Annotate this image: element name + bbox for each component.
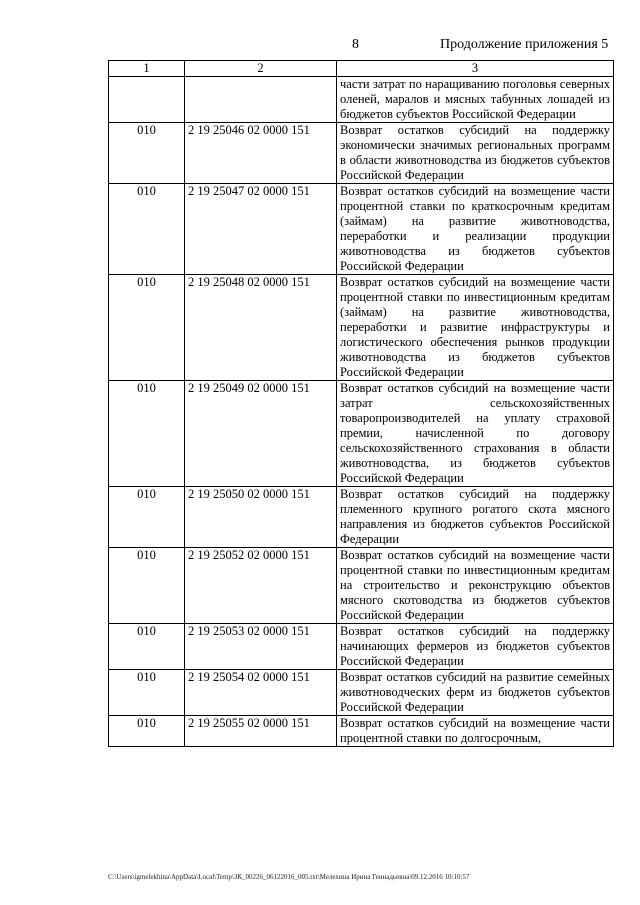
description-cell: Возврат остатков субсидий на поддержку племенного крупного рогатого скота мясного направления из бюджетов субъектов Российской Федерации xyxy=(337,487,614,548)
table-row xyxy=(109,275,614,381)
description-cell: Возврат остатков субсидий на поддержку начинающих фермеров из бюджетов субъектов Российской Федерации xyxy=(337,624,614,670)
kbk-code-cell: 2 19 25048 02 0000 151 xyxy=(185,275,337,381)
admin-code-cell: 010 xyxy=(109,670,185,716)
kbk-code-cell: 2 19 25052 02 0000 151 xyxy=(185,548,337,624)
admin-code-cell: 010 xyxy=(109,275,185,381)
admin-code-cell xyxy=(109,77,185,123)
budget-codes-table xyxy=(108,60,614,747)
description-cell: Возврат остатков субсидий на возмещение части процентной ставки по инвестиционным кредитам на строительство и реконструкцию объектов мясного скотоводства из бюджетов субъектов Российской Федерации xyxy=(337,548,614,624)
admin-code-cell: 010 xyxy=(109,123,185,184)
kbk-code-cell: 2 19 25055 02 0000 151 xyxy=(185,716,337,747)
description-cell: Возврат остатков субсидий на поддержку экономически значимых региональных программ в области животноводства из бюджетов субъектов Российской Федерации xyxy=(337,123,614,184)
kbk-code-cell: 2 19 25047 02 0000 151 xyxy=(185,184,337,275)
table-row xyxy=(109,184,614,275)
table-row xyxy=(109,548,614,624)
description-cell: Возврат остатков субсидий на развитие семейных животноводческих ферм из бюджетов субъектов Российской Федерации xyxy=(337,670,614,716)
admin-code-cell: 010 xyxy=(109,548,185,624)
kbk-code-cell: 2 19 25049 02 0000 151 xyxy=(185,381,337,487)
kbk-code-cell: 2 19 25046 02 0000 151 xyxy=(185,123,337,184)
table-row xyxy=(109,77,614,123)
table-row xyxy=(109,716,614,747)
table-row xyxy=(109,670,614,716)
admin-code-cell: 010 xyxy=(109,716,185,747)
table-header-row xyxy=(109,61,614,77)
table-row xyxy=(109,381,614,487)
kbk-code-cell xyxy=(185,77,337,123)
column-header-3: 3 xyxy=(337,61,614,77)
table-row xyxy=(109,624,614,670)
file-path-footer: C:\Users\igmelekhina\AppData\Local\Temp\ЗК_00226_06122016_005.txt\Мелехина Ирина Геннадьевна\09.12.2016 10:10:57 xyxy=(108,873,470,881)
description-cell: Возврат остатков субсидий на возмещение части процентной ставки по краткосрочным кредитам (займам) на развитие животноводства, переработки и реализации продукции животноводства из бюджетов субъектов Российской Федерации xyxy=(337,184,614,275)
description-cell: части затрат по наращиванию поголовья северных оленей, маралов и мясных табунных лошадей из бюджетов субъектов Российской Федерации xyxy=(337,77,614,123)
table-row xyxy=(109,123,614,184)
description-cell: Возврат остатков субсидий на возмещение части затрат сельскохозяйственных товаропроизводителей на уплату страховой премии, начисленной по договору сельскохозяйственного страхования в области животноводства, из бюджетов субъектов Российской Федерации xyxy=(337,381,614,487)
column-header-1: 1 xyxy=(109,61,185,77)
description-cell: Возврат остатков субсидий на возмещение части процентной ставки по долгосрочным, xyxy=(337,716,614,747)
admin-code-cell: 010 xyxy=(109,381,185,487)
table-row xyxy=(109,487,614,548)
kbk-code-cell: 2 19 25054 02 0000 151 xyxy=(185,670,337,716)
description-cell: Возврат остатков субсидий на возмещение части процентной ставки по инвестиционным кредитам (займам) на развитие животноводства, переработки и развитие инфраструктуры и логистического обеспечения рынков продукции животноводства из бюджетов субъектов Российской Федерации xyxy=(337,275,614,381)
admin-code-cell: 010 xyxy=(109,624,185,670)
column-header-2: 2 xyxy=(185,61,337,77)
kbk-code-cell: 2 19 25053 02 0000 151 xyxy=(185,624,337,670)
kbk-code-cell: 2 19 25050 02 0000 151 xyxy=(185,487,337,548)
continuation-title: Продолжение приложения 5 xyxy=(440,37,609,52)
admin-code-cell: 010 xyxy=(109,487,185,548)
page-number: 8 xyxy=(352,37,359,52)
admin-code-cell: 010 xyxy=(109,184,185,275)
